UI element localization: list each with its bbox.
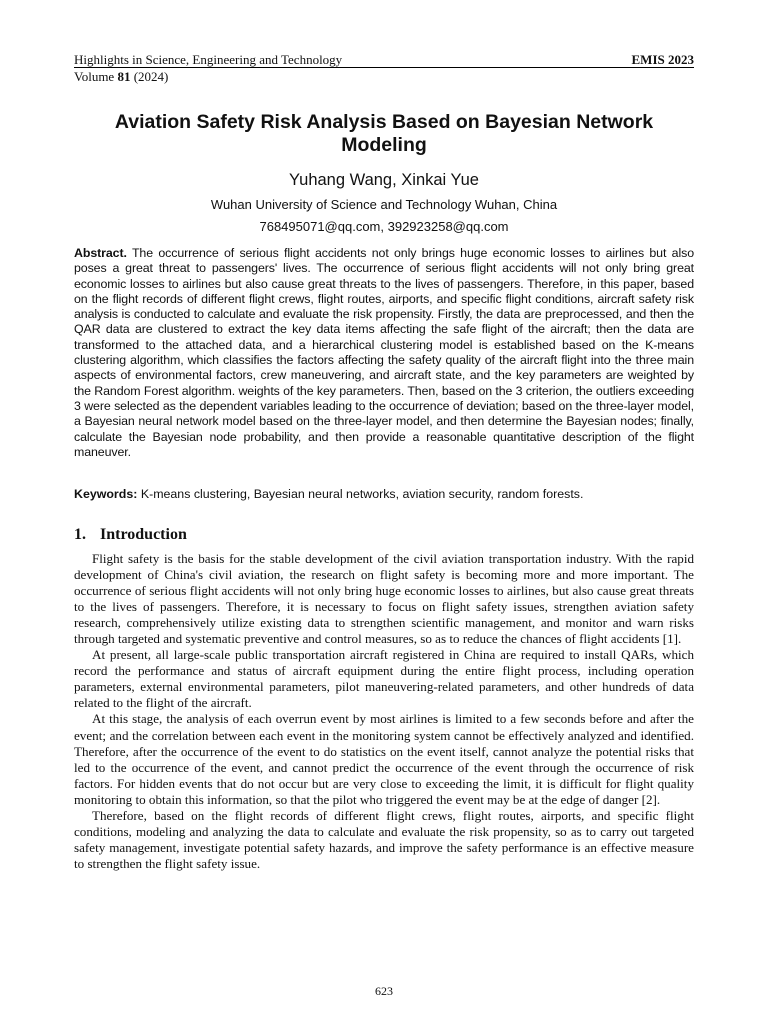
journal-name: Highlights in Science, Engineering and Technology (74, 52, 343, 67)
abstract-label: Abstract. (74, 246, 127, 260)
keywords-text: K-means clustering, Bayesian neural networks, aviation security, random forests. (140, 487, 584, 501)
volume-prefix: Volume (74, 69, 118, 84)
volume-info (74, 69, 168, 84)
abstract (74, 246, 694, 460)
section-heading-introduction (74, 525, 187, 544)
section-number: 1. (74, 526, 86, 543)
volume-number: 81 (117, 69, 131, 84)
volume-year: (2024) (130, 69, 169, 84)
intro-paragraph: At this stage, the analysis of each overrun event by most airlines is limited to a few seconds before and after the event; and the correlation between each event in the monitoring system cannot be effectively analyzed and identified. Therefore, after the occurrence of the event to do statistics on the event itself, cannot analyze the potential risks that led to the occurrence of the event, and cannot predict the occurrence of the event through the occurrence of risk factors. For hidden events that do not occur but are very close to exceeding the limit, it is difficult for flight quality monitoring to obtain this information, so that the pilot who triggered the event may be at the edge of danger [2]. (74, 711, 694, 807)
keywords (74, 487, 694, 502)
intro-paragraph: Therefore, based on the flight records of different flight crews, flight routes, airports, and specific flight conditions, modeling and analyzing the data to calculate and evaluate the risk propensity, so as to carry out targeted safety management, investigate potential safety hazards, and improve the safety performance is an effective measure to strengthen the flight safety issue. (74, 807, 694, 871)
section-title: Introduction (100, 526, 187, 543)
abstract-text: The occurrence of serious flight accidents not only brings huge economic losses to airlines but also poses a great threat to passengers' lives. The occurrence of serious flight accidents will not only bring great economic losses to airlines but also cause great threats to the lives of passengers. Therefore, in this paper, based on the flight records of different flight crews, flight routes, airports, and specific flight conditions, aircraft safety risk analysis is conducted to calculate and evaluate the risk propensity. Firstly, the data are preprocessed, and then the QAR data are clustered to extract the key data items affecting the safe flight of the aircraft; then the data are transformed to the attached data, and a hierarchical clustering model is established based on the K-means clustering algorithm, which classifies the factors affecting the safety quality of the aircraft flight into the three main aspects of environmental factors, crew maneuvering, and aircraft state, and the key parameters are weighted by the Random Forest algorithm. weights of the key parameters. Then, based on the 3 criterion, the outliers exceeding 3 were selected as the dependent variables leading to the occurrence of deviation; based on the three-layer model, a Bayesian neural network model based on the three-layer model, and then determine the Bayesian nodes; finally, calculate the Bayesian node probability, and then provide a reasonable quantitative description of the flight maneuver. (74, 246, 694, 459)
header-rule (74, 67, 694, 68)
keywords-label: Keywords: (74, 487, 138, 501)
conference-name: EMIS 2023 (631, 52, 694, 67)
page-number: 623 (375, 984, 393, 998)
author-emails: 768495071@qq.com, 392923258@qq.com (259, 219, 509, 234)
introduction-body (74, 551, 694, 872)
intro-paragraph: At present, all large-scale public transportation aircraft registered in China are required to install QARs, which record the performance and status of aircraft equipment during the entire flight process, including operation parameters, external environmental parameters, pilot maneuvering-related parameters, and other hundreds of data related to the flight of the aircraft. (74, 647, 694, 711)
author-affiliation: Wuhan University of Science and Technology Wuhan, China (210, 197, 558, 212)
intro-paragraph: Flight safety is the basis for the stable development of the civil aviation transportation industry. With the rapid development of China's civil aviation, the research on flight safety is becoming more and more important. The occurrence of serious flight accidents will not only bring huge economic losses to airlines, but also cause great threats to the lives of passengers. Therefore, it is necessary to focus on flight safety issues, strengthen aviation safety research, comprehensively utilize existing data to strengthen scientific management, and monitor and warn risks through targeted and systematic preventive and control measures, so as to reduce the chances of flight accidents [1]. (74, 551, 694, 647)
paper-title: Aviation Safety Risk Analysis Based on Bayesian Network Modeling (114, 111, 654, 156)
paper-authors: Yuhang Wang, Xinkai Yue (289, 171, 479, 189)
